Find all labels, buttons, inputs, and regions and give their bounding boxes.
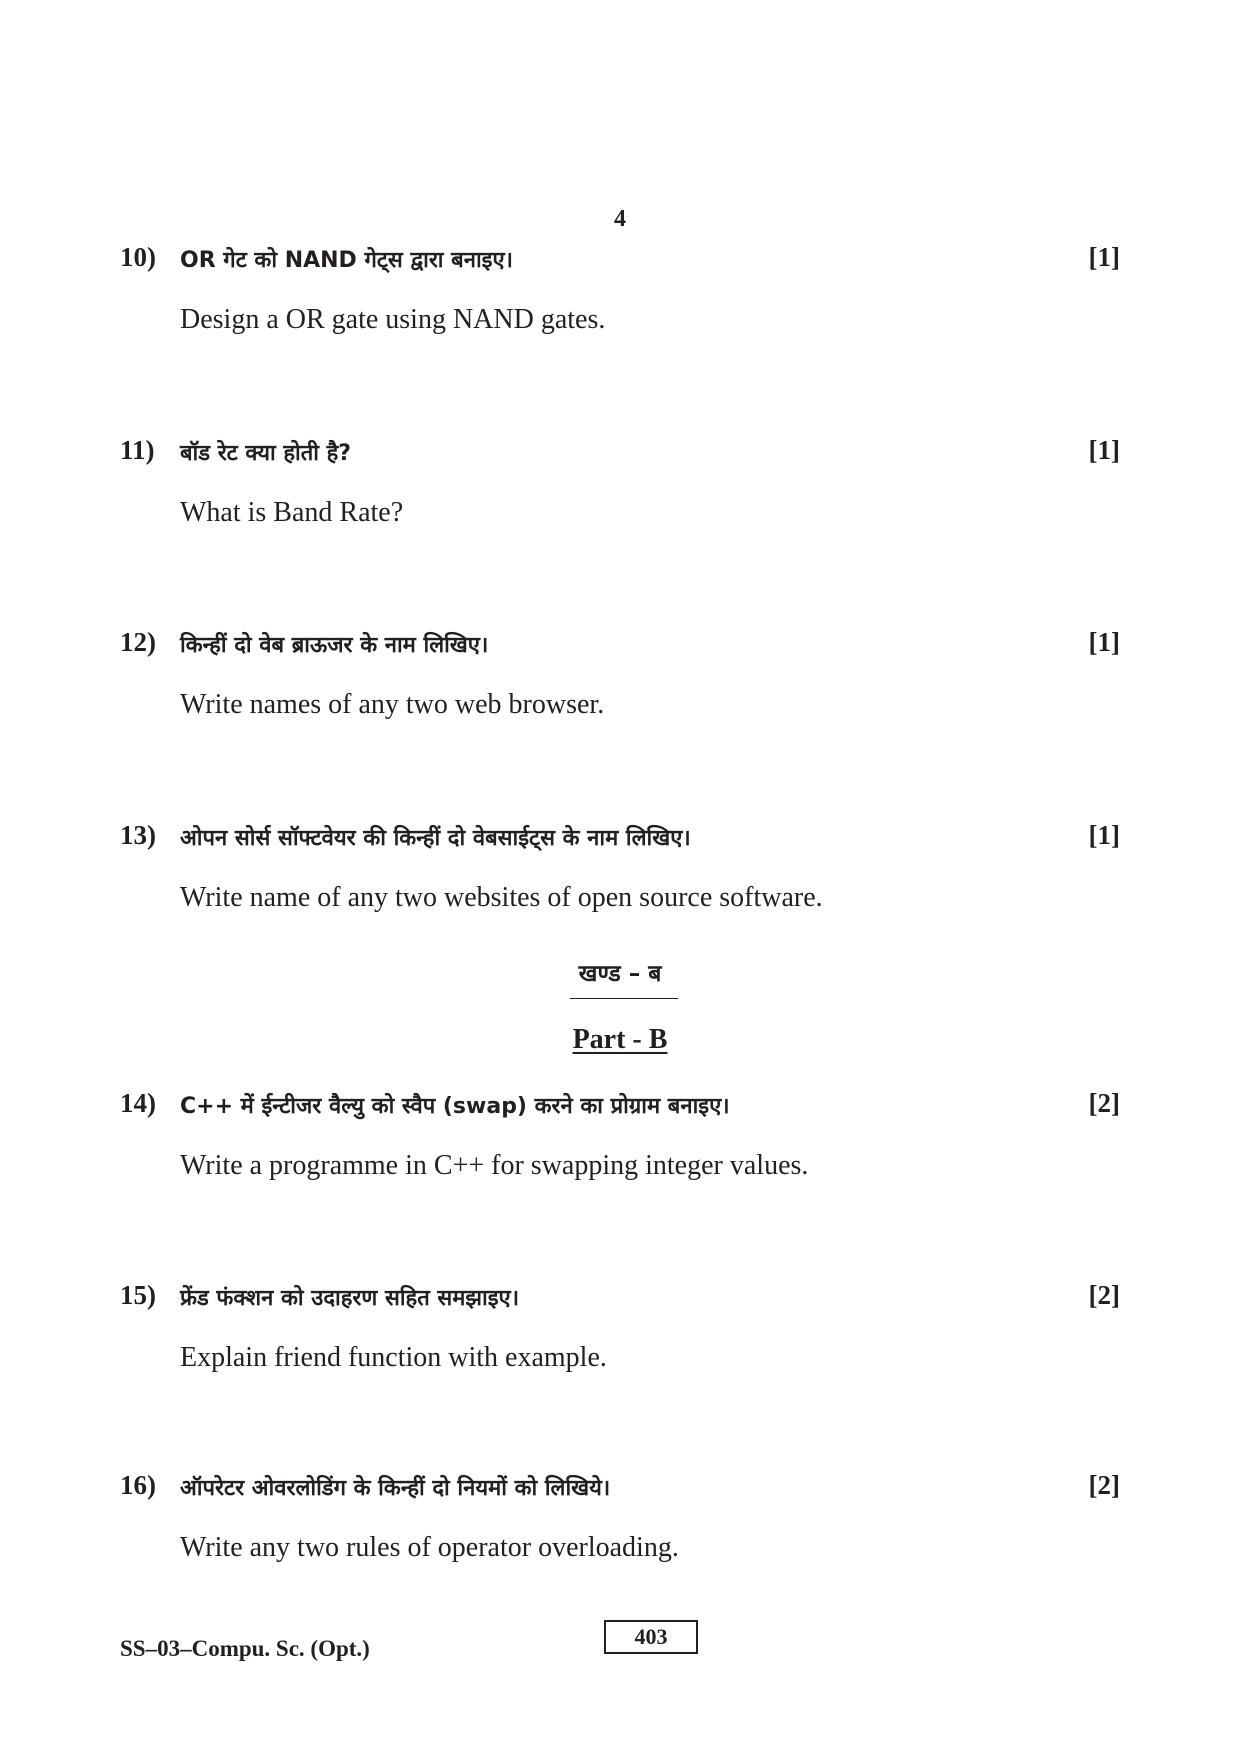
question-text-hindi: किन्हीं दो वेब ब्राऊजर के नाम लिखिए। [180,633,489,658]
question-16 [120,1470,1120,1563]
question-marks: [1] [1088,627,1120,657]
question-number: 13) [120,820,156,850]
section-heading-english: Part - B [572,1024,668,1055]
question-marks: [1] [1088,820,1120,850]
question-number: 10) [120,242,156,272]
question-marks: [1] [1088,242,1120,272]
question-11 [120,435,1120,528]
question-number: 12) [120,627,156,657]
question-text-hindi: ओपन सोर्स सॉफ्टवेयर की किन्हीं दो वेबसाईट्स के नाम लिखिए। [180,826,691,851]
question-marks: [2] [1088,1280,1120,1310]
question-text-english: Write name of any two websites of open source software. [180,882,823,913]
question-13 [120,820,1120,913]
section-heading-hindi: खण्ड – ब [578,961,662,987]
question-number: 16) [120,1470,156,1500]
question-10 [120,242,1120,335]
question-text-hindi: C++ में ईन्टीजर वैल्यु को स्वैप (swap) करने का प्रोग्राम बनाइए। [180,1094,730,1119]
question-text-english: Write a programme in C++ for swapping integer values. [180,1150,809,1181]
question-text-english: Write any two rules of operator overloading. [180,1532,679,1563]
question-number: 14) [120,1088,156,1118]
question-number: 15) [120,1280,156,1310]
question-marks: [2] [1088,1470,1120,1500]
question-text-english: Explain friend function with example. [180,1342,607,1373]
section-heading-underline [570,998,678,999]
question-text-hindi: OR गेट को NAND गेट्स द्वारा बनाइए। [180,248,513,273]
question-text-hindi: ऑपरेटर ओवरलोडिंग के किन्हीं दो नियमों को लिखिये। [180,1476,611,1501]
question-text-hindi: बॉड रेट क्या होती है? [180,441,352,466]
question-number: 11) [120,435,155,465]
question-marks: [2] [1088,1088,1120,1118]
footer-paper-number: 403 [604,1620,698,1654]
question-12 [120,627,1120,720]
page-number: 4 [614,206,626,232]
footer-paper-code: SS–03–Compu. Sc. (Opt.) [120,1636,370,1661]
question-text-english: Design a OR gate using NAND gates. [180,304,606,335]
question-text-english: What is Band Rate? [180,497,404,528]
question-text-english: Write names of any two web browser. [180,689,605,720]
question-marks: [1] [1088,435,1120,465]
question-14 [120,1088,1120,1181]
question-15 [120,1280,1120,1373]
question-text-hindi: फ्रेंड फंक्शन को उदाहरण सहित समझाइए। [180,1286,520,1311]
